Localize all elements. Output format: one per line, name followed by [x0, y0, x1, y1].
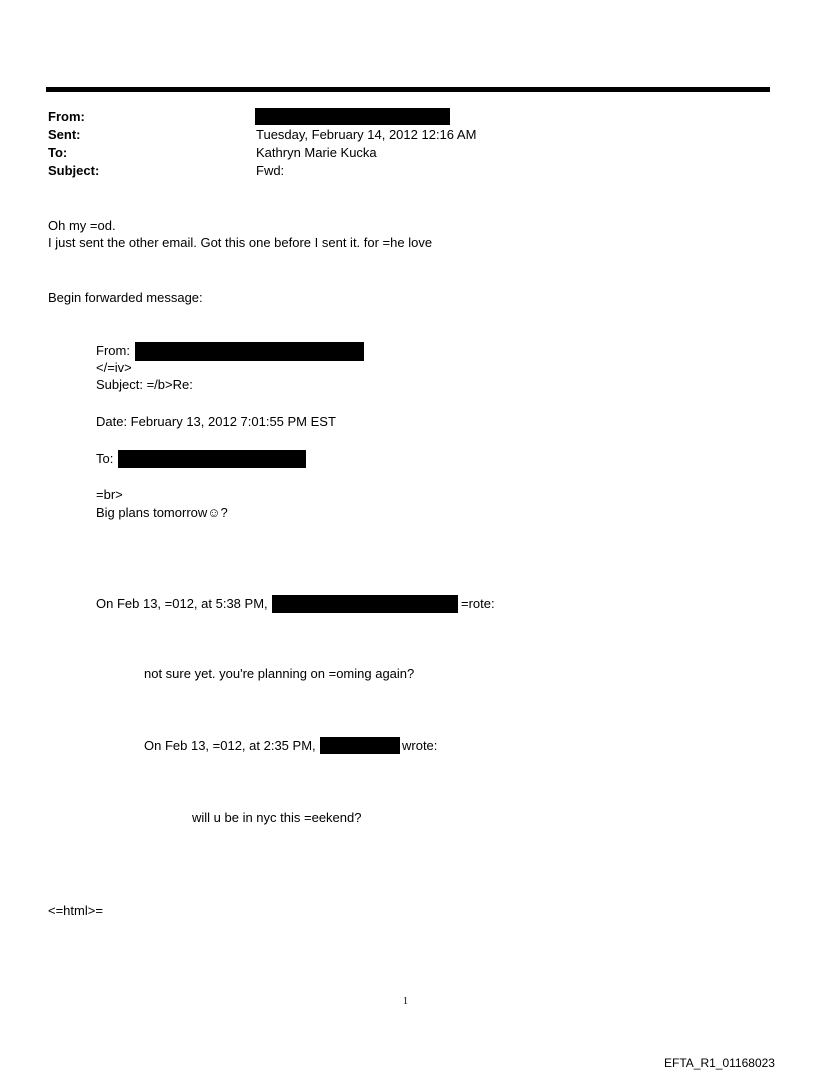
- subject-value: Fwd:: [256, 163, 285, 178]
- redaction-bar: [272, 595, 458, 613]
- fwd-message: Big plans tomorrow☺?: [96, 505, 228, 520]
- redaction-bar: [135, 342, 364, 361]
- from-label: From:: [48, 109, 85, 124]
- fwd-to-label: To:: [96, 451, 114, 466]
- redaction-bar: [320, 737, 400, 754]
- quote2-prefix: On Feb 13, =012, at 2:35 PM,: [144, 738, 316, 753]
- quote1-prefix: On Feb 13, =012, at 5:38 PM,: [96, 596, 268, 611]
- html-artifact: <=html>=: [48, 903, 103, 918]
- redaction-bar: [118, 450, 306, 468]
- sent-label: Sent:: [48, 127, 81, 142]
- redaction-bar: [255, 108, 450, 125]
- quote1-suffix: =rote:: [461, 596, 495, 611]
- br-artifact: =br>: [96, 487, 123, 502]
- to-label: To:: [48, 145, 68, 160]
- div-artifact: </=iv>: [96, 360, 132, 375]
- quote2-suffix: wrote:: [402, 738, 438, 753]
- bates-number: EFTA_R1_01168023: [664, 1056, 775, 1070]
- body-line-1: Oh my =od.: [48, 218, 116, 233]
- page-number: 1: [403, 996, 408, 1007]
- to-value: Kathryn Marie Kucka: [256, 145, 377, 160]
- subject-label: Subject:: [48, 163, 100, 178]
- fwd-date: Date: February 13, 2012 7:01:55 PM EST: [96, 414, 336, 429]
- header-divider: [46, 87, 770, 92]
- sent-value: Tuesday, February 14, 2012 12:16 AM: [256, 127, 477, 142]
- fwd-subject: Subject: =/b>Re:: [96, 377, 193, 392]
- quote1-text: not sure yet. you're planning on =oming again?: [144, 666, 415, 681]
- fwd-from-label: From:: [96, 343, 130, 358]
- quote2-text: will u be in nyc this =eekend?: [192, 810, 362, 825]
- body-line-2: I just sent the other email. Got this one before I sent it. for =he love: [48, 235, 433, 250]
- forward-intro: Begin forwarded message:: [48, 290, 203, 305]
